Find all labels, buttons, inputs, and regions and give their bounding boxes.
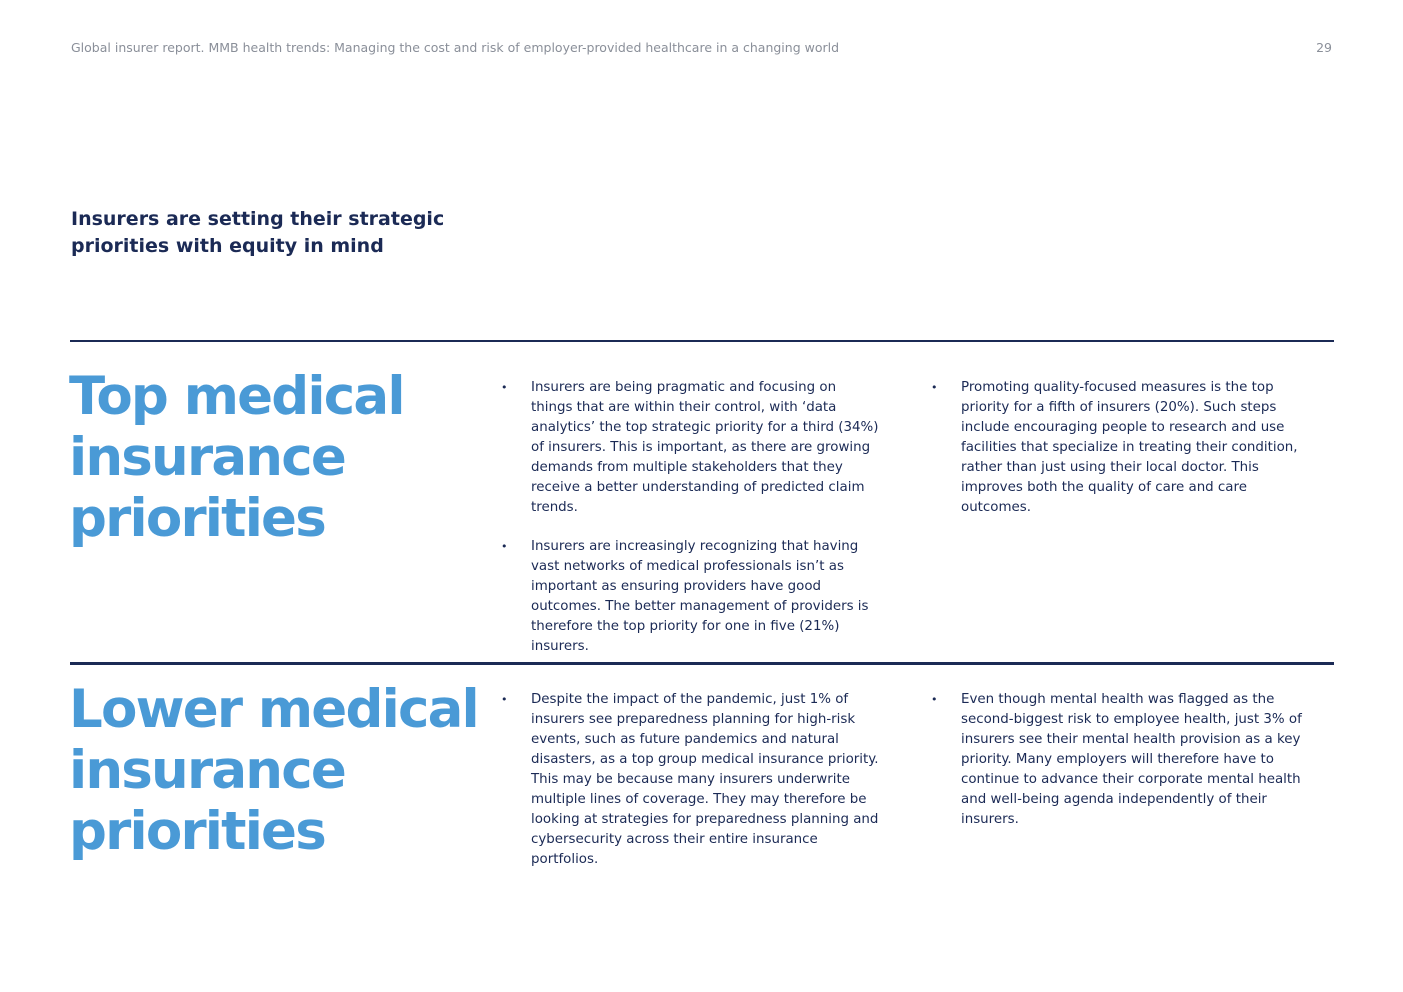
bullet-item [501,537,881,657]
bullet-icon: • [501,693,508,706]
title-line: Top medical [69,366,404,427]
bullet-item [931,378,1311,518]
title-line: priorities [69,488,325,549]
top-section-divider [70,340,1334,342]
running-header: Global insurer report. MMB health trends: Managing the cost and risk of employer-provided healthcare in a changing world [71,40,840,55]
bullet-item [501,690,881,870]
bullet-text: Even though mental health was flagged as the second-biggest risk to employee health, just 3% of insurers see their mental health provision as a key priority. Many employers will therefore have to continue to advance their corporate mental health and well-being agenda independently of their insurers. [961,692,1302,827]
bullet-item [931,690,1311,830]
lower-priorities-column-2 [931,690,1311,849]
top-priorities-column-2 [931,378,1311,537]
lower-section-divider [70,662,1334,665]
top-priorities-column-1 [501,378,881,676]
title-line: insurance [69,427,345,488]
bullet-icon: • [931,693,938,706]
bullet-icon: • [501,381,508,394]
bullet-item [501,378,881,518]
bullet-text: Insurers are being pragmatic and focusing on things that are within their control, with ‘data analytics’ the top strategic priority for a third (34%) of insurers. This is important, as there are growing demands from multiple stakeholders that they receive a better understanding of predicted claim trends. [531,380,879,515]
lower-priorities-column-1 [501,690,881,889]
bullet-text: Insurers are increasingly recognizing that having vast networks of medical professionals isn’t as important as ensuring providers have good outcomes. The better management of providers is therefore the top priority for one in five (21%) insurers. [531,539,869,654]
intro-heading: Insurers are setting their strategic priorities with equity in mind [71,208,445,257]
bullet-icon: • [931,381,938,394]
title-line: Lower medical [69,679,478,740]
bullet-icon: • [501,540,508,553]
bullet-text: Despite the impact of the pandemic, just 1% of insurers see preparedness planning for high-risk events, such as future pandemics and natural disasters, as a top group medical insurance priority. This may be because many insurers underwrite multiple lines of coverage. They may therefore be looking at strategies for preparedness planning and cybersecurity across their entire insurance portfolios. [531,692,879,867]
title-line: insurance [69,740,345,801]
bullet-text: Promoting quality-focused measures is the top priority for a fifth of insurers (20%). Such steps include encouraging people to research and use facilities that specialize in treating their condition, rather than just using their local doctor. This improves both the quality of care and care outcomes. [961,380,1298,515]
top-priorities-title [69,366,489,549]
title-line: priorities [69,801,325,862]
page-number: 29 [1316,40,1332,55]
lower-priorities-title [69,679,489,862]
